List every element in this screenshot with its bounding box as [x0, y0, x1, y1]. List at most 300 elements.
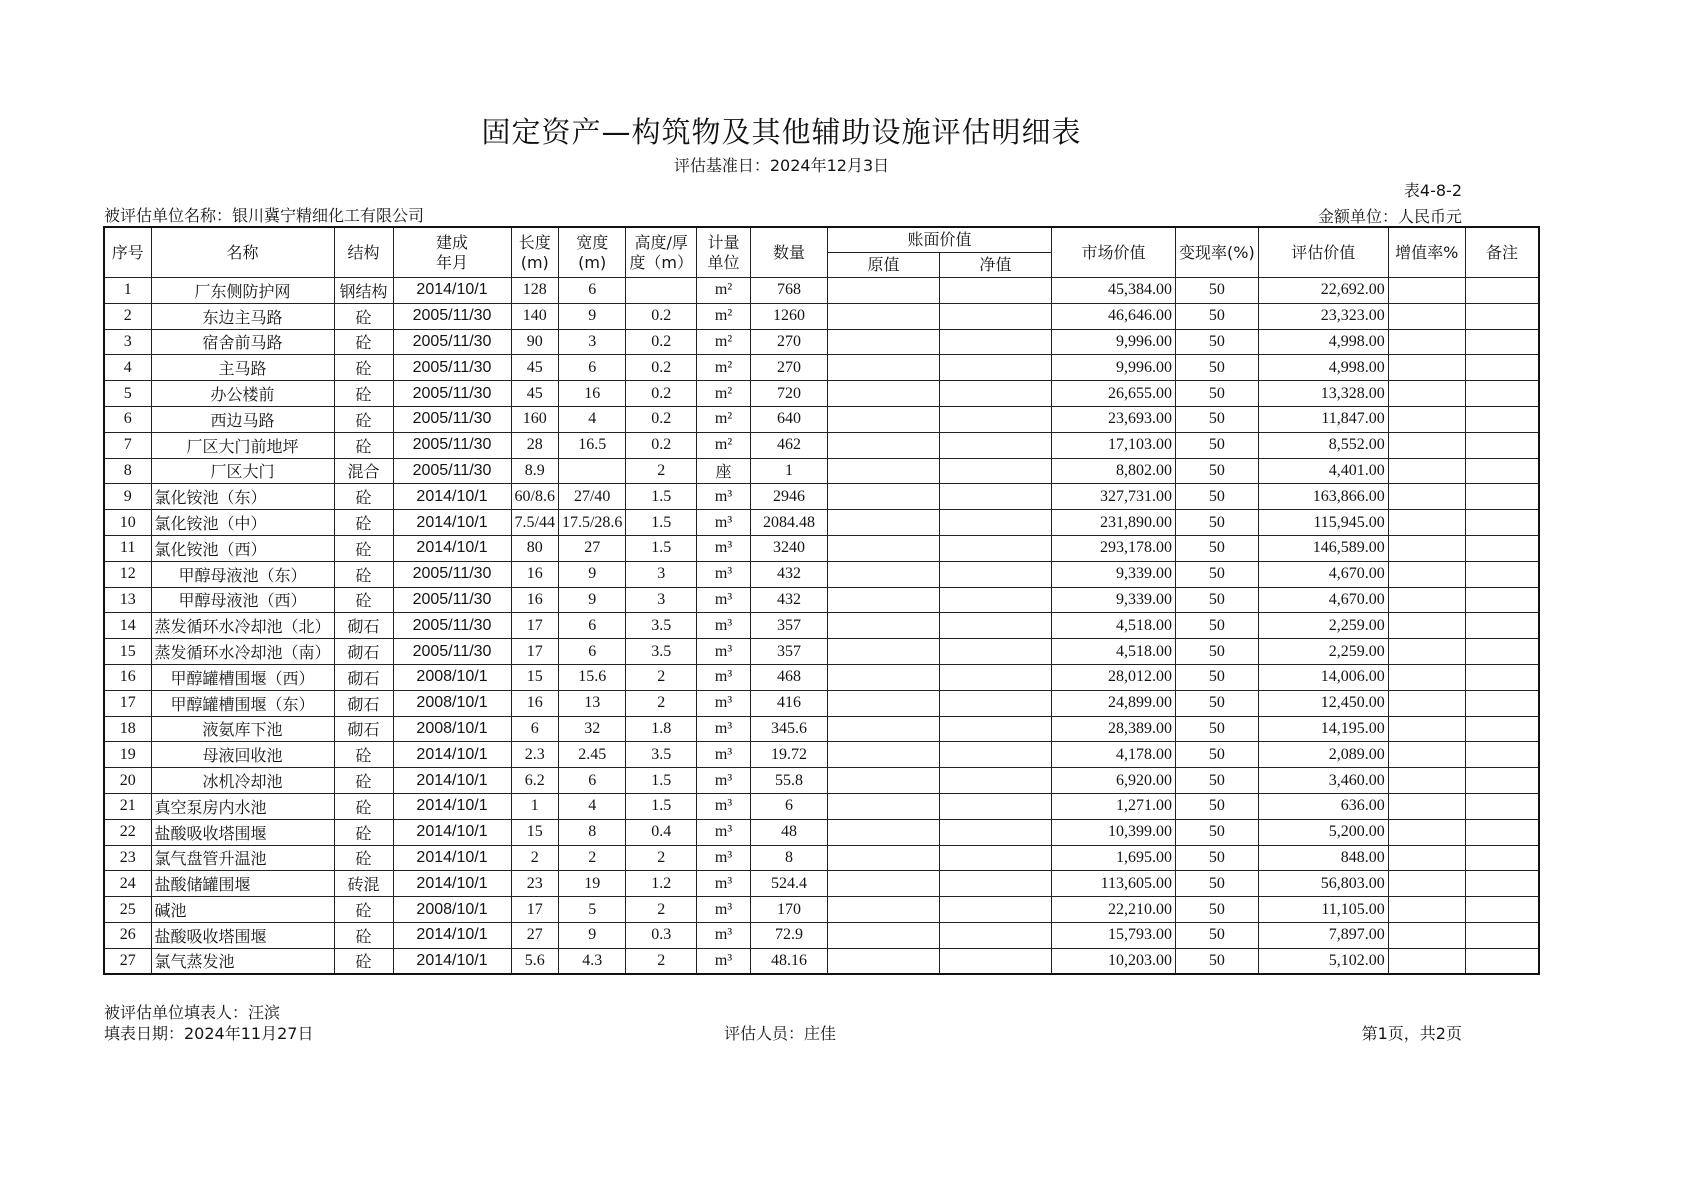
cell-net-value — [940, 535, 1052, 561]
cell-appraised-value: 636.00 — [1258, 793, 1388, 819]
cell-realization-rate: 50 — [1176, 329, 1259, 355]
table-row — [104, 510, 1539, 536]
cell-width: 9 — [558, 561, 625, 587]
cell-name: 盐酸储罐围堰 — [151, 871, 334, 897]
appraised-entity-name: 被评估单位名称：银川冀宁精细化工有限公司 — [104, 206, 425, 225]
cell-remarks — [1465, 484, 1539, 510]
cell-length: 2.3 — [511, 742, 558, 768]
cell-unit: m³ — [697, 587, 751, 613]
cell-quantity: 3240 — [751, 535, 828, 561]
cell-seq: 17 — [104, 690, 151, 716]
cell-unit: m³ — [697, 690, 751, 716]
cell-seq: 13 — [104, 587, 151, 613]
cell-built-date: 2005/11/30 — [393, 639, 511, 665]
table-row — [104, 381, 1539, 407]
cell-width: 15.6 — [558, 664, 625, 690]
cell-appraised-value: 8,552.00 — [1258, 432, 1388, 458]
cell-remarks — [1465, 871, 1539, 897]
cell-unit: m³ — [697, 510, 751, 536]
cell-built-date: 2005/11/30 — [393, 303, 511, 329]
cell-appreciation-rate — [1388, 690, 1465, 716]
cell-name: 碱池 — [151, 897, 334, 923]
cell-net-value — [940, 355, 1052, 381]
cell-net-value — [940, 432, 1052, 458]
cell-length: 16 — [511, 561, 558, 587]
cell-length: 1 — [511, 793, 558, 819]
cell-net-value — [940, 613, 1052, 639]
cell-net-value — [940, 768, 1052, 794]
cell-structure: 砌石 — [334, 613, 393, 639]
cell-name: 东边主马路 — [151, 303, 334, 329]
col-width-l1: 宽度 — [576, 232, 609, 252]
cell-market-value: 46,646.00 — [1052, 303, 1176, 329]
cell-seq: 12 — [104, 561, 151, 587]
cell-quantity: 48 — [751, 819, 828, 845]
cell-name: 办公楼前 — [151, 381, 334, 407]
cell-realization-rate: 50 — [1176, 535, 1259, 561]
cell-realization-rate: 50 — [1176, 664, 1259, 690]
cell-unit: m³ — [697, 948, 751, 974]
cell-seq: 26 — [104, 922, 151, 948]
cell-height: 1.8 — [626, 716, 697, 742]
cell-net-value — [940, 458, 1052, 484]
col-remarks: 备注 — [1465, 227, 1539, 278]
cell-seq: 24 — [104, 871, 151, 897]
cell-seq: 20 — [104, 768, 151, 794]
cell-unit: m³ — [697, 922, 751, 948]
cell-name: 甲醇罐槽围堰（东） — [151, 690, 334, 716]
cell-height — [626, 278, 697, 304]
cell-quantity: 8 — [751, 845, 828, 871]
table-row — [104, 922, 1539, 948]
col-length-l2: (m) — [520, 252, 549, 272]
cell-net-value — [940, 742, 1052, 768]
cell-remarks — [1465, 897, 1539, 923]
cell-market-value: 6,920.00 — [1052, 768, 1176, 794]
cell-quantity: 2084.48 — [751, 510, 828, 536]
cell-width: 5 — [558, 897, 625, 923]
cell-appraised-value: 2,259.00 — [1258, 639, 1388, 665]
table-row — [104, 948, 1539, 974]
col-net-value: 净值 — [940, 253, 1052, 278]
cell-unit: m³ — [697, 613, 751, 639]
cell-realization-rate: 50 — [1176, 303, 1259, 329]
cell-realization-rate: 50 — [1176, 897, 1259, 923]
cell-net-value — [940, 819, 1052, 845]
cell-remarks — [1465, 535, 1539, 561]
cell-structure: 砼 — [334, 845, 393, 871]
cell-length: 5.6 — [511, 948, 558, 974]
col-market-value: 市场价值 — [1052, 227, 1176, 278]
cell-original-value — [828, 793, 940, 819]
cell-name: 氯化铵池（中） — [151, 510, 334, 536]
cell-unit: m² — [697, 406, 751, 432]
cell-remarks — [1465, 948, 1539, 974]
cell-market-value: 113,605.00 — [1052, 871, 1176, 897]
cell-width: 3 — [558, 329, 625, 355]
cell-net-value — [940, 871, 1052, 897]
cell-height: 0.2 — [626, 406, 697, 432]
cell-height: 0.2 — [626, 355, 697, 381]
cell-length: 16 — [511, 690, 558, 716]
cell-height: 2 — [626, 897, 697, 923]
cell-length: 45 — [511, 381, 558, 407]
cell-built-date: 2014/10/1 — [393, 845, 511, 871]
cell-net-value — [940, 664, 1052, 690]
cell-structure: 砼 — [334, 561, 393, 587]
cell-realization-rate: 50 — [1176, 587, 1259, 613]
cell-length: 60/8.6 — [511, 484, 558, 510]
cell-unit: m² — [697, 381, 751, 407]
cell-appreciation-rate — [1388, 278, 1465, 304]
cell-width: 8 — [558, 819, 625, 845]
cell-appraised-value: 56,803.00 — [1258, 871, 1388, 897]
cell-width: 27 — [558, 535, 625, 561]
cell-appreciation-rate — [1388, 922, 1465, 948]
cell-structure: 砼 — [334, 897, 393, 923]
cell-seq: 22 — [104, 819, 151, 845]
cell-length: 8.9 — [511, 458, 558, 484]
cell-appraised-value: 14,195.00 — [1258, 716, 1388, 742]
col-unit-l2: 单位 — [707, 252, 740, 272]
cell-market-value: 4,178.00 — [1052, 742, 1176, 768]
cell-structure: 砼 — [334, 819, 393, 845]
cell-unit: m² — [697, 329, 751, 355]
cell-built-date: 2014/10/1 — [393, 484, 511, 510]
cell-quantity: 270 — [751, 329, 828, 355]
cell-structure: 砼 — [334, 381, 393, 407]
cell-remarks — [1465, 303, 1539, 329]
cell-market-value: 28,389.00 — [1052, 716, 1176, 742]
cell-realization-rate: 50 — [1176, 819, 1259, 845]
cell-original-value — [828, 742, 940, 768]
cell-remarks — [1465, 561, 1539, 587]
col-length — [511, 227, 558, 278]
cell-appreciation-rate — [1388, 897, 1465, 923]
cell-market-value: 17,103.00 — [1052, 432, 1176, 458]
table-row — [104, 768, 1539, 794]
cell-structure: 砼 — [334, 587, 393, 613]
cell-net-value — [940, 845, 1052, 871]
cell-structure: 砼 — [334, 948, 393, 974]
cell-appraised-value: 22,692.00 — [1258, 278, 1388, 304]
cell-built-date: 2008/10/1 — [393, 716, 511, 742]
cell-name: 甲醇罐槽围堰（西） — [151, 664, 334, 690]
cell-appreciation-rate — [1388, 458, 1465, 484]
fill-date: 填表日期：2024年11月27日 — [104, 1024, 314, 1043]
cell-width: 6 — [558, 278, 625, 304]
cell-quantity: 2946 — [751, 484, 828, 510]
cell-appreciation-rate — [1388, 613, 1465, 639]
cell-unit: m³ — [697, 871, 751, 897]
cell-market-value: 8,802.00 — [1052, 458, 1176, 484]
cell-appreciation-rate — [1388, 561, 1465, 587]
cell-appraised-value: 14,006.00 — [1258, 664, 1388, 690]
cell-structure: 砼 — [334, 406, 393, 432]
cell-appraised-value: 11,847.00 — [1258, 406, 1388, 432]
cell-appraised-value: 163,866.00 — [1258, 484, 1388, 510]
cell-remarks — [1465, 716, 1539, 742]
cell-net-value — [940, 406, 1052, 432]
cell-height: 0.2 — [626, 432, 697, 458]
cell-length: 27 — [511, 922, 558, 948]
cell-appraised-value: 13,328.00 — [1258, 381, 1388, 407]
cell-net-value — [940, 897, 1052, 923]
cell-height: 1.5 — [626, 484, 697, 510]
cell-appraised-value: 5,200.00 — [1258, 819, 1388, 845]
cell-seq: 10 — [104, 510, 151, 536]
cell-remarks — [1465, 922, 1539, 948]
table-row — [104, 716, 1539, 742]
cell-name: 液氨库下池 — [151, 716, 334, 742]
cell-original-value — [828, 484, 940, 510]
table-row — [104, 535, 1539, 561]
cell-remarks — [1465, 406, 1539, 432]
table-row — [104, 355, 1539, 381]
cell-width: 4.3 — [558, 948, 625, 974]
cell-width: 4 — [558, 793, 625, 819]
cell-quantity: 720 — [751, 381, 828, 407]
cell-quantity: 48.16 — [751, 948, 828, 974]
cell-height: 1.5 — [626, 793, 697, 819]
cell-appreciation-rate — [1388, 484, 1465, 510]
cell-built-date: 2008/10/1 — [393, 690, 511, 716]
cell-built-date: 2014/10/1 — [393, 793, 511, 819]
cell-remarks — [1465, 329, 1539, 355]
cell-original-value — [828, 845, 940, 871]
cell-remarks — [1465, 278, 1539, 304]
cell-height: 0.3 — [626, 922, 697, 948]
cell-appreciation-rate — [1388, 355, 1465, 381]
cell-height: 0.4 — [626, 819, 697, 845]
cell-market-value: 26,655.00 — [1052, 381, 1176, 407]
cell-realization-rate: 50 — [1176, 793, 1259, 819]
cell-appreciation-rate — [1388, 406, 1465, 432]
cell-net-value — [940, 690, 1052, 716]
cell-unit: m³ — [697, 561, 751, 587]
table-row — [104, 458, 1539, 484]
cell-realization-rate: 50 — [1176, 768, 1259, 794]
cell-width: 16 — [558, 381, 625, 407]
cell-quantity: 6 — [751, 793, 828, 819]
asset-detail-table — [103, 226, 1540, 975]
cell-name: 母液回收池 — [151, 742, 334, 768]
cell-market-value: 231,890.00 — [1052, 510, 1176, 536]
cell-realization-rate: 50 — [1176, 458, 1259, 484]
cell-structure: 钢结构 — [334, 278, 393, 304]
cell-appraised-value: 12,450.00 — [1258, 690, 1388, 716]
cell-built-date: 2005/11/30 — [393, 406, 511, 432]
cell-remarks — [1465, 432, 1539, 458]
cell-name: 氯化铵池（东） — [151, 484, 334, 510]
cell-unit: m³ — [697, 535, 751, 561]
cell-unit: m² — [697, 303, 751, 329]
cell-built-date: 2005/11/30 — [393, 355, 511, 381]
col-unit-l1: 计量 — [707, 232, 740, 252]
cell-realization-rate: 50 — [1176, 484, 1259, 510]
cell-original-value — [828, 613, 940, 639]
cell-width: 13 — [558, 690, 625, 716]
cell-original-value — [828, 381, 940, 407]
col-width — [558, 227, 625, 278]
cell-height: 1.5 — [626, 535, 697, 561]
cell-realization-rate: 50 — [1176, 613, 1259, 639]
cell-appraised-value: 7,897.00 — [1258, 922, 1388, 948]
cell-original-value — [828, 329, 940, 355]
cell-seq: 16 — [104, 664, 151, 690]
cell-name: 氯化铵池（西） — [151, 535, 334, 561]
col-book-value: 账面价值 — [828, 227, 1052, 253]
col-width-l2: (m) — [578, 252, 607, 272]
cell-original-value — [828, 948, 940, 974]
cell-appraised-value: 2,259.00 — [1258, 613, 1388, 639]
table-header — [104, 227, 1539, 278]
cell-unit: m³ — [697, 819, 751, 845]
col-built-date — [393, 227, 511, 278]
cell-remarks — [1465, 587, 1539, 613]
cell-appreciation-rate — [1388, 381, 1465, 407]
cell-market-value: 15,793.00 — [1052, 922, 1176, 948]
cell-original-value — [828, 897, 940, 923]
cell-height: 2 — [626, 845, 697, 871]
cell-seq: 1 — [104, 278, 151, 304]
cell-original-value — [828, 922, 940, 948]
cell-appraised-value: 2,089.00 — [1258, 742, 1388, 768]
col-height-l2: 度（m） — [629, 252, 694, 272]
cell-appraised-value: 4,998.00 — [1258, 329, 1388, 355]
cell-quantity: 55.8 — [751, 768, 828, 794]
cell-market-value: 9,339.00 — [1052, 587, 1176, 613]
cell-appraised-value: 5,102.00 — [1258, 948, 1388, 974]
cell-net-value — [940, 639, 1052, 665]
cell-width: 9 — [558, 303, 625, 329]
cell-unit: m² — [697, 432, 751, 458]
cell-unit: m³ — [697, 639, 751, 665]
cell-net-value — [940, 510, 1052, 536]
cell-name: 真空泵房内水池 — [151, 793, 334, 819]
cell-name: 盐酸吸收塔围堰 — [151, 922, 334, 948]
table-row — [104, 561, 1539, 587]
cell-quantity: 432 — [751, 561, 828, 587]
col-structure: 结构 — [334, 227, 393, 278]
cell-built-date: 2014/10/1 — [393, 768, 511, 794]
cell-structure: 砖混 — [334, 871, 393, 897]
cell-seq: 23 — [104, 845, 151, 871]
cell-net-value — [940, 484, 1052, 510]
cell-appraised-value: 11,105.00 — [1258, 897, 1388, 923]
cell-realization-rate: 50 — [1176, 690, 1259, 716]
cell-quantity: 640 — [751, 406, 828, 432]
cell-height: 2 — [626, 948, 697, 974]
cell-quantity: 432 — [751, 587, 828, 613]
cell-built-date: 2005/11/30 — [393, 561, 511, 587]
cell-seq: 4 — [104, 355, 151, 381]
cell-original-value — [828, 639, 940, 665]
cell-built-date: 2014/10/1 — [393, 819, 511, 845]
cell-realization-rate: 50 — [1176, 716, 1259, 742]
cell-built-date: 2014/10/1 — [393, 510, 511, 536]
col-height — [626, 227, 697, 278]
cell-appreciation-rate — [1388, 432, 1465, 458]
cell-seq: 8 — [104, 458, 151, 484]
cell-built-date: 2014/10/1 — [393, 948, 511, 974]
cell-height: 3.5 — [626, 639, 697, 665]
cell-market-value: 45,384.00 — [1052, 278, 1176, 304]
page-title: 固定资产—构筑物及其他辅助设施评估明细表 — [481, 115, 1082, 149]
cell-original-value — [828, 406, 940, 432]
cell-length: 128 — [511, 278, 558, 304]
cell-name: 甲醇母液池（东） — [151, 561, 334, 587]
cell-appraised-value: 4,670.00 — [1258, 587, 1388, 613]
cell-net-value — [940, 381, 1052, 407]
cell-appraised-value: 4,670.00 — [1258, 561, 1388, 587]
cell-built-date: 2005/11/30 — [393, 587, 511, 613]
cell-remarks — [1465, 742, 1539, 768]
cell-length: 28 — [511, 432, 558, 458]
cell-built-date: 2005/11/30 — [393, 613, 511, 639]
cell-structure: 砌石 — [334, 664, 393, 690]
cell-original-value — [828, 561, 940, 587]
cell-built-date: 2005/11/30 — [393, 432, 511, 458]
cell-width — [558, 458, 625, 484]
col-appraised-value: 评估价值 — [1258, 227, 1388, 278]
cell-quantity: 72.9 — [751, 922, 828, 948]
col-name: 名称 — [151, 227, 334, 278]
cell-realization-rate: 50 — [1176, 845, 1259, 871]
cell-net-value — [940, 948, 1052, 974]
cell-original-value — [828, 664, 940, 690]
cell-quantity: 768 — [751, 278, 828, 304]
cell-unit: m³ — [697, 484, 751, 510]
cell-quantity: 170 — [751, 897, 828, 923]
cell-original-value — [828, 690, 940, 716]
cell-market-value: 10,203.00 — [1052, 948, 1176, 974]
cell-market-value: 9,996.00 — [1052, 355, 1176, 381]
cell-width: 6 — [558, 639, 625, 665]
cell-structure: 砌石 — [334, 716, 393, 742]
cell-market-value: 1,695.00 — [1052, 845, 1176, 871]
cell-appreciation-rate — [1388, 793, 1465, 819]
cell-unit: m³ — [697, 768, 751, 794]
cell-realization-rate: 50 — [1176, 381, 1259, 407]
table-row — [104, 432, 1539, 458]
cell-appreciation-rate — [1388, 742, 1465, 768]
cell-original-value — [828, 303, 940, 329]
cell-remarks — [1465, 639, 1539, 665]
cell-width: 17.5/28.6 — [558, 510, 625, 536]
cell-original-value — [828, 278, 940, 304]
cell-remarks — [1465, 510, 1539, 536]
cell-appreciation-rate — [1388, 664, 1465, 690]
cell-appraised-value: 4,401.00 — [1258, 458, 1388, 484]
filler-name: 被评估单位填表人：汪滨 — [104, 1003, 281, 1022]
cell-width: 9 — [558, 587, 625, 613]
cell-height: 2 — [626, 664, 697, 690]
cell-built-date: 2014/10/1 — [393, 871, 511, 897]
cell-realization-rate: 50 — [1176, 871, 1259, 897]
table-row — [104, 819, 1539, 845]
cell-appreciation-rate — [1388, 948, 1465, 974]
cell-unit: m³ — [697, 793, 751, 819]
cell-appraised-value: 23,323.00 — [1258, 303, 1388, 329]
cell-net-value — [940, 793, 1052, 819]
cell-width: 4 — [558, 406, 625, 432]
cell-height: 0.2 — [626, 303, 697, 329]
cell-structure: 砼 — [334, 484, 393, 510]
cell-realization-rate: 50 — [1176, 922, 1259, 948]
cell-structure: 砼 — [334, 355, 393, 381]
cell-unit: m² — [697, 355, 751, 381]
